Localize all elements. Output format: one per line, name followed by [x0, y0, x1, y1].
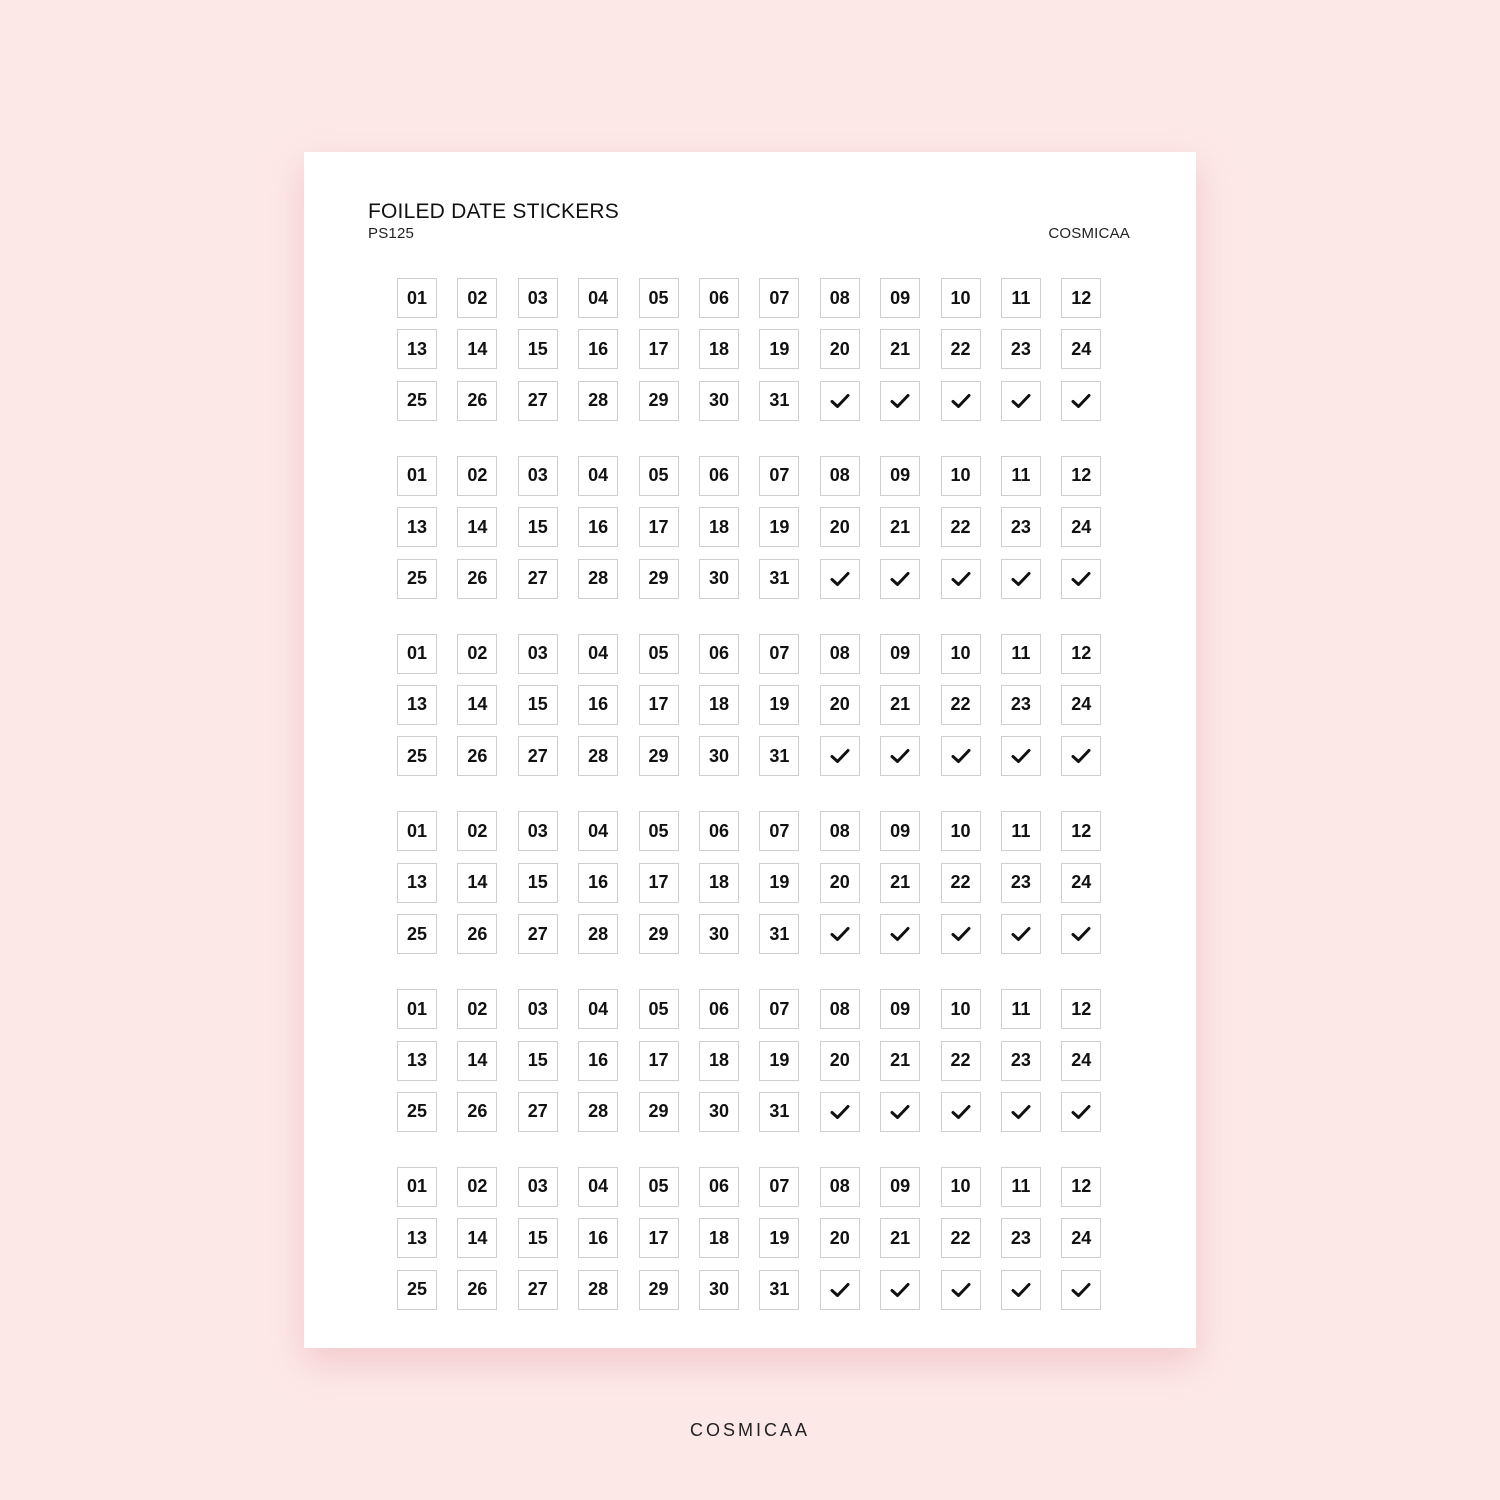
- check-sticker: [1061, 1092, 1101, 1132]
- date-sticker: 28: [578, 1092, 618, 1132]
- date-sticker: 21: [880, 329, 920, 369]
- date-sticker: 27: [518, 381, 558, 421]
- date-sticker: 11: [1001, 278, 1041, 318]
- checkmark-icon: [1071, 1104, 1091, 1120]
- date-sticker: 08: [820, 989, 860, 1029]
- date-sticker: 11: [1001, 1167, 1041, 1207]
- check-sticker: [880, 559, 920, 599]
- checkmark-icon: [890, 1104, 910, 1120]
- check-sticker: [1061, 381, 1101, 421]
- date-sticker: 30: [699, 1092, 739, 1132]
- checkmark-icon: [830, 393, 850, 409]
- check-sticker: [1061, 1270, 1101, 1310]
- check-sticker: [880, 736, 920, 776]
- date-sticker: 24: [1061, 507, 1101, 547]
- date-sticker: 30: [699, 559, 739, 599]
- date-sticker: 09: [880, 634, 920, 674]
- date-sticker: 06: [699, 456, 739, 496]
- date-sticker: 02: [457, 1167, 497, 1207]
- date-sticker: 31: [759, 1092, 799, 1132]
- date-sticker: 20: [820, 1041, 860, 1081]
- date-sticker: 22: [941, 685, 981, 725]
- date-sticker: 24: [1061, 1218, 1101, 1258]
- date-sticker: 07: [759, 811, 799, 851]
- checkmark-icon: [890, 748, 910, 764]
- date-sticker: 20: [820, 507, 860, 547]
- product-code: PS125: [368, 225, 415, 242]
- date-sticker: 04: [578, 989, 618, 1029]
- check-sticker: [880, 381, 920, 421]
- date-sticker: 25: [397, 381, 437, 421]
- date-sticker: 03: [518, 1167, 558, 1207]
- date-sticker: 17: [639, 329, 679, 369]
- date-sticker: 03: [518, 456, 558, 496]
- date-sticker: 09: [880, 989, 920, 1029]
- date-sticker: 06: [699, 278, 739, 318]
- date-sticker: 05: [639, 634, 679, 674]
- date-sticker: 25: [397, 559, 437, 599]
- date-sticker: 17: [639, 507, 679, 547]
- checkmark-icon: [1011, 926, 1031, 942]
- date-sticker: 06: [699, 811, 739, 851]
- check-sticker: [820, 1270, 860, 1310]
- sticker-block: [397, 634, 1102, 777]
- date-sticker: 18: [699, 1218, 739, 1258]
- date-sticker: 27: [518, 736, 558, 776]
- date-sticker: 05: [639, 456, 679, 496]
- date-sticker: 14: [457, 863, 497, 903]
- date-sticker: 30: [699, 1270, 739, 1310]
- checkmark-icon: [830, 748, 850, 764]
- date-sticker: 16: [578, 685, 618, 725]
- date-sticker: 15: [518, 1041, 558, 1081]
- date-sticker: 26: [457, 381, 497, 421]
- date-sticker: 25: [397, 1270, 437, 1310]
- date-sticker: 21: [880, 685, 920, 725]
- sticker-block: [397, 456, 1102, 599]
- checkmark-icon: [830, 1104, 850, 1120]
- date-sticker: 25: [397, 1092, 437, 1132]
- date-sticker: 07: [759, 278, 799, 318]
- date-sticker: 12: [1061, 634, 1101, 674]
- date-sticker: 19: [759, 1218, 799, 1258]
- checkmark-icon: [1011, 1104, 1031, 1120]
- date-sticker: 26: [457, 1092, 497, 1132]
- date-sticker: 04: [578, 1167, 618, 1207]
- date-sticker: 22: [941, 863, 981, 903]
- date-sticker: 15: [518, 329, 558, 369]
- date-sticker: 15: [518, 507, 558, 547]
- sticker-block: [397, 1167, 1102, 1310]
- date-sticker: 13: [397, 507, 437, 547]
- checkmark-icon: [1011, 1282, 1031, 1298]
- check-sticker: [1001, 1092, 1041, 1132]
- date-sticker: 07: [759, 456, 799, 496]
- date-sticker: 10: [941, 456, 981, 496]
- check-sticker: [941, 559, 981, 599]
- date-sticker: 09: [880, 456, 920, 496]
- date-sticker: 31: [759, 914, 799, 954]
- date-sticker: 22: [941, 329, 981, 369]
- date-sticker: 31: [759, 381, 799, 421]
- date-sticker: 05: [639, 278, 679, 318]
- date-sticker: 21: [880, 507, 920, 547]
- date-sticker: 26: [457, 914, 497, 954]
- date-sticker: 04: [578, 634, 618, 674]
- date-sticker: 07: [759, 1167, 799, 1207]
- checkmark-icon: [1011, 748, 1031, 764]
- date-sticker: 26: [457, 736, 497, 776]
- date-sticker: 24: [1061, 863, 1101, 903]
- date-sticker: 15: [518, 1218, 558, 1258]
- date-sticker: 01: [397, 811, 437, 851]
- date-sticker: 20: [820, 1218, 860, 1258]
- date-sticker: 19: [759, 507, 799, 547]
- check-sticker: [941, 914, 981, 954]
- checkmark-icon: [1071, 1282, 1091, 1298]
- sticker-block: [397, 278, 1102, 421]
- date-sticker: 09: [880, 1167, 920, 1207]
- date-sticker: 10: [941, 1167, 981, 1207]
- date-sticker: 12: [1061, 456, 1101, 496]
- date-sticker: 07: [759, 989, 799, 1029]
- date-sticker: 17: [639, 863, 679, 903]
- date-sticker: 31: [759, 559, 799, 599]
- checkmark-icon: [951, 1282, 971, 1298]
- date-sticker: 12: [1061, 1167, 1101, 1207]
- date-sticker: 06: [699, 989, 739, 1029]
- date-sticker: 05: [639, 989, 679, 1029]
- footer-brand: COSMICAA: [689, 1420, 810, 1440]
- checkmark-icon: [1071, 393, 1091, 409]
- date-sticker: 29: [639, 1092, 679, 1132]
- date-sticker: 20: [820, 329, 860, 369]
- sticker-block: [397, 989, 1102, 1132]
- check-sticker: [1001, 736, 1041, 776]
- date-sticker: 16: [578, 863, 618, 903]
- checkmark-icon: [830, 1282, 850, 1298]
- date-sticker: 29: [639, 381, 679, 421]
- date-sticker: 26: [457, 1270, 497, 1310]
- date-sticker: 09: [880, 811, 920, 851]
- sticker-blocks: [397, 278, 1102, 1345]
- date-sticker: 17: [639, 1041, 679, 1081]
- date-sticker: 30: [699, 381, 739, 421]
- date-sticker: 28: [578, 559, 618, 599]
- checkmark-icon: [1071, 926, 1091, 942]
- checkmark-icon: [890, 571, 910, 587]
- date-sticker: 12: [1061, 989, 1101, 1029]
- date-sticker: 03: [518, 989, 558, 1029]
- date-sticker: 02: [457, 278, 497, 318]
- date-sticker: 14: [457, 329, 497, 369]
- date-sticker: 11: [1001, 456, 1041, 496]
- checkmark-icon: [1071, 571, 1091, 587]
- date-sticker: 27: [518, 914, 558, 954]
- date-sticker: 21: [880, 1218, 920, 1258]
- check-sticker: [1061, 914, 1101, 954]
- check-sticker: [820, 559, 860, 599]
- check-sticker: [1001, 559, 1041, 599]
- date-sticker: 19: [759, 329, 799, 369]
- date-sticker: 17: [639, 685, 679, 725]
- date-sticker: 02: [457, 989, 497, 1029]
- date-sticker: 05: [639, 1167, 679, 1207]
- checkmark-icon: [1071, 748, 1091, 764]
- date-sticker: 10: [941, 811, 981, 851]
- date-sticker: 13: [397, 685, 437, 725]
- date-sticker: 23: [1001, 1041, 1041, 1081]
- date-sticker: 11: [1001, 811, 1041, 851]
- date-sticker: 30: [699, 736, 739, 776]
- check-sticker: [1001, 1270, 1041, 1310]
- date-sticker: 29: [639, 736, 679, 776]
- checkmark-icon: [951, 926, 971, 942]
- date-sticker: 06: [699, 634, 739, 674]
- check-sticker: [880, 1270, 920, 1310]
- date-sticker: 03: [518, 278, 558, 318]
- date-sticker: 13: [397, 863, 437, 903]
- date-sticker: 27: [518, 1270, 558, 1310]
- check-sticker: [1061, 736, 1101, 776]
- sheet-brand: COSMICAA: [1048, 225, 1130, 242]
- date-sticker: 29: [639, 559, 679, 599]
- date-sticker: 18: [699, 507, 739, 547]
- date-sticker: 26: [457, 559, 497, 599]
- date-sticker: 22: [941, 1218, 981, 1258]
- date-sticker: 16: [578, 1041, 618, 1081]
- check-sticker: [820, 381, 860, 421]
- date-sticker: 28: [578, 381, 618, 421]
- date-sticker: 24: [1061, 685, 1101, 725]
- date-sticker: 18: [699, 863, 739, 903]
- date-sticker: 15: [518, 685, 558, 725]
- date-sticker: 16: [578, 1218, 618, 1258]
- sheet-title: FOILED DATE STICKERS: [368, 200, 619, 223]
- date-sticker: 06: [699, 1167, 739, 1207]
- date-sticker: 29: [639, 1270, 679, 1310]
- date-sticker: 03: [518, 811, 558, 851]
- date-sticker: 31: [759, 736, 799, 776]
- date-sticker: 18: [699, 1041, 739, 1081]
- date-sticker: 23: [1001, 685, 1041, 725]
- date-sticker: 02: [457, 811, 497, 851]
- checkmark-icon: [1011, 393, 1031, 409]
- check-sticker: [1001, 914, 1041, 954]
- checkmark-icon: [830, 926, 850, 942]
- date-sticker: 11: [1001, 989, 1041, 1029]
- date-sticker: 11: [1001, 634, 1041, 674]
- date-sticker: 14: [457, 507, 497, 547]
- date-sticker: 24: [1061, 1041, 1101, 1081]
- date-sticker: 01: [397, 278, 437, 318]
- checkmark-icon: [890, 1282, 910, 1298]
- date-sticker: 01: [397, 989, 437, 1029]
- date-sticker: 16: [578, 507, 618, 547]
- date-sticker: 29: [639, 914, 679, 954]
- date-sticker: 23: [1001, 863, 1041, 903]
- check-sticker: [941, 381, 981, 421]
- check-sticker: [941, 1270, 981, 1310]
- checkmark-icon: [951, 571, 971, 587]
- check-sticker: [941, 736, 981, 776]
- date-sticker: 18: [699, 685, 739, 725]
- checkmark-icon: [951, 748, 971, 764]
- check-sticker: [1061, 559, 1101, 599]
- date-sticker: 08: [820, 456, 860, 496]
- date-sticker: 10: [941, 634, 981, 674]
- date-sticker: 04: [578, 278, 618, 318]
- check-sticker: [820, 914, 860, 954]
- date-sticker: 08: [820, 1167, 860, 1207]
- date-sticker: 17: [639, 1218, 679, 1258]
- date-sticker: 10: [941, 989, 981, 1029]
- date-sticker: 13: [397, 1218, 437, 1258]
- checkmark-icon: [951, 393, 971, 409]
- date-sticker: 22: [941, 507, 981, 547]
- date-sticker: 19: [759, 1041, 799, 1081]
- sticker-sheet: [304, 152, 1196, 1348]
- check-sticker: [880, 914, 920, 954]
- date-sticker: 20: [820, 685, 860, 725]
- date-sticker: 13: [397, 1041, 437, 1081]
- checkmark-icon: [890, 926, 910, 942]
- date-sticker: 09: [880, 278, 920, 318]
- check-sticker: [820, 1092, 860, 1132]
- date-sticker: 21: [880, 1041, 920, 1081]
- date-sticker: 12: [1061, 278, 1101, 318]
- date-sticker: 23: [1001, 329, 1041, 369]
- date-sticker: 20: [820, 863, 860, 903]
- date-sticker: 27: [518, 1092, 558, 1132]
- date-sticker: 08: [820, 811, 860, 851]
- date-sticker: 02: [457, 634, 497, 674]
- date-sticker: 18: [699, 329, 739, 369]
- checkmark-icon: [830, 571, 850, 587]
- check-sticker: [1001, 381, 1041, 421]
- date-sticker: 14: [457, 685, 497, 725]
- date-sticker: 23: [1001, 507, 1041, 547]
- date-sticker: 04: [578, 811, 618, 851]
- date-sticker: 28: [578, 1270, 618, 1310]
- date-sticker: 01: [397, 1167, 437, 1207]
- check-sticker: [820, 736, 860, 776]
- date-sticker: 30: [699, 914, 739, 954]
- date-sticker: 02: [457, 456, 497, 496]
- date-sticker: 03: [518, 634, 558, 674]
- check-sticker: [880, 1092, 920, 1132]
- date-sticker: 04: [578, 456, 618, 496]
- date-sticker: 01: [397, 634, 437, 674]
- checkmark-icon: [890, 393, 910, 409]
- date-sticker: 19: [759, 863, 799, 903]
- date-sticker: 05: [639, 811, 679, 851]
- date-sticker: 22: [941, 1041, 981, 1081]
- date-sticker: 13: [397, 329, 437, 369]
- check-sticker: [941, 1092, 981, 1132]
- date-sticker: 28: [578, 914, 618, 954]
- date-sticker: 12: [1061, 811, 1101, 851]
- date-sticker: 31: [759, 1270, 799, 1310]
- date-sticker: 24: [1061, 329, 1101, 369]
- date-sticker: 25: [397, 914, 437, 954]
- date-sticker: 19: [759, 685, 799, 725]
- date-sticker: 08: [820, 634, 860, 674]
- date-sticker: 25: [397, 736, 437, 776]
- date-sticker: 14: [457, 1218, 497, 1258]
- date-sticker: 15: [518, 863, 558, 903]
- date-sticker: 27: [518, 559, 558, 599]
- date-sticker: 08: [820, 278, 860, 318]
- checkmark-icon: [951, 1104, 971, 1120]
- date-sticker: 01: [397, 456, 437, 496]
- date-sticker: 10: [941, 278, 981, 318]
- sticker-block: [397, 811, 1102, 954]
- date-sticker: 07: [759, 634, 799, 674]
- checkmark-icon: [1011, 571, 1031, 587]
- date-sticker: 28: [578, 736, 618, 776]
- date-sticker: 21: [880, 863, 920, 903]
- date-sticker: 14: [457, 1041, 497, 1081]
- date-sticker: 16: [578, 329, 618, 369]
- date-sticker: 23: [1001, 1218, 1041, 1258]
